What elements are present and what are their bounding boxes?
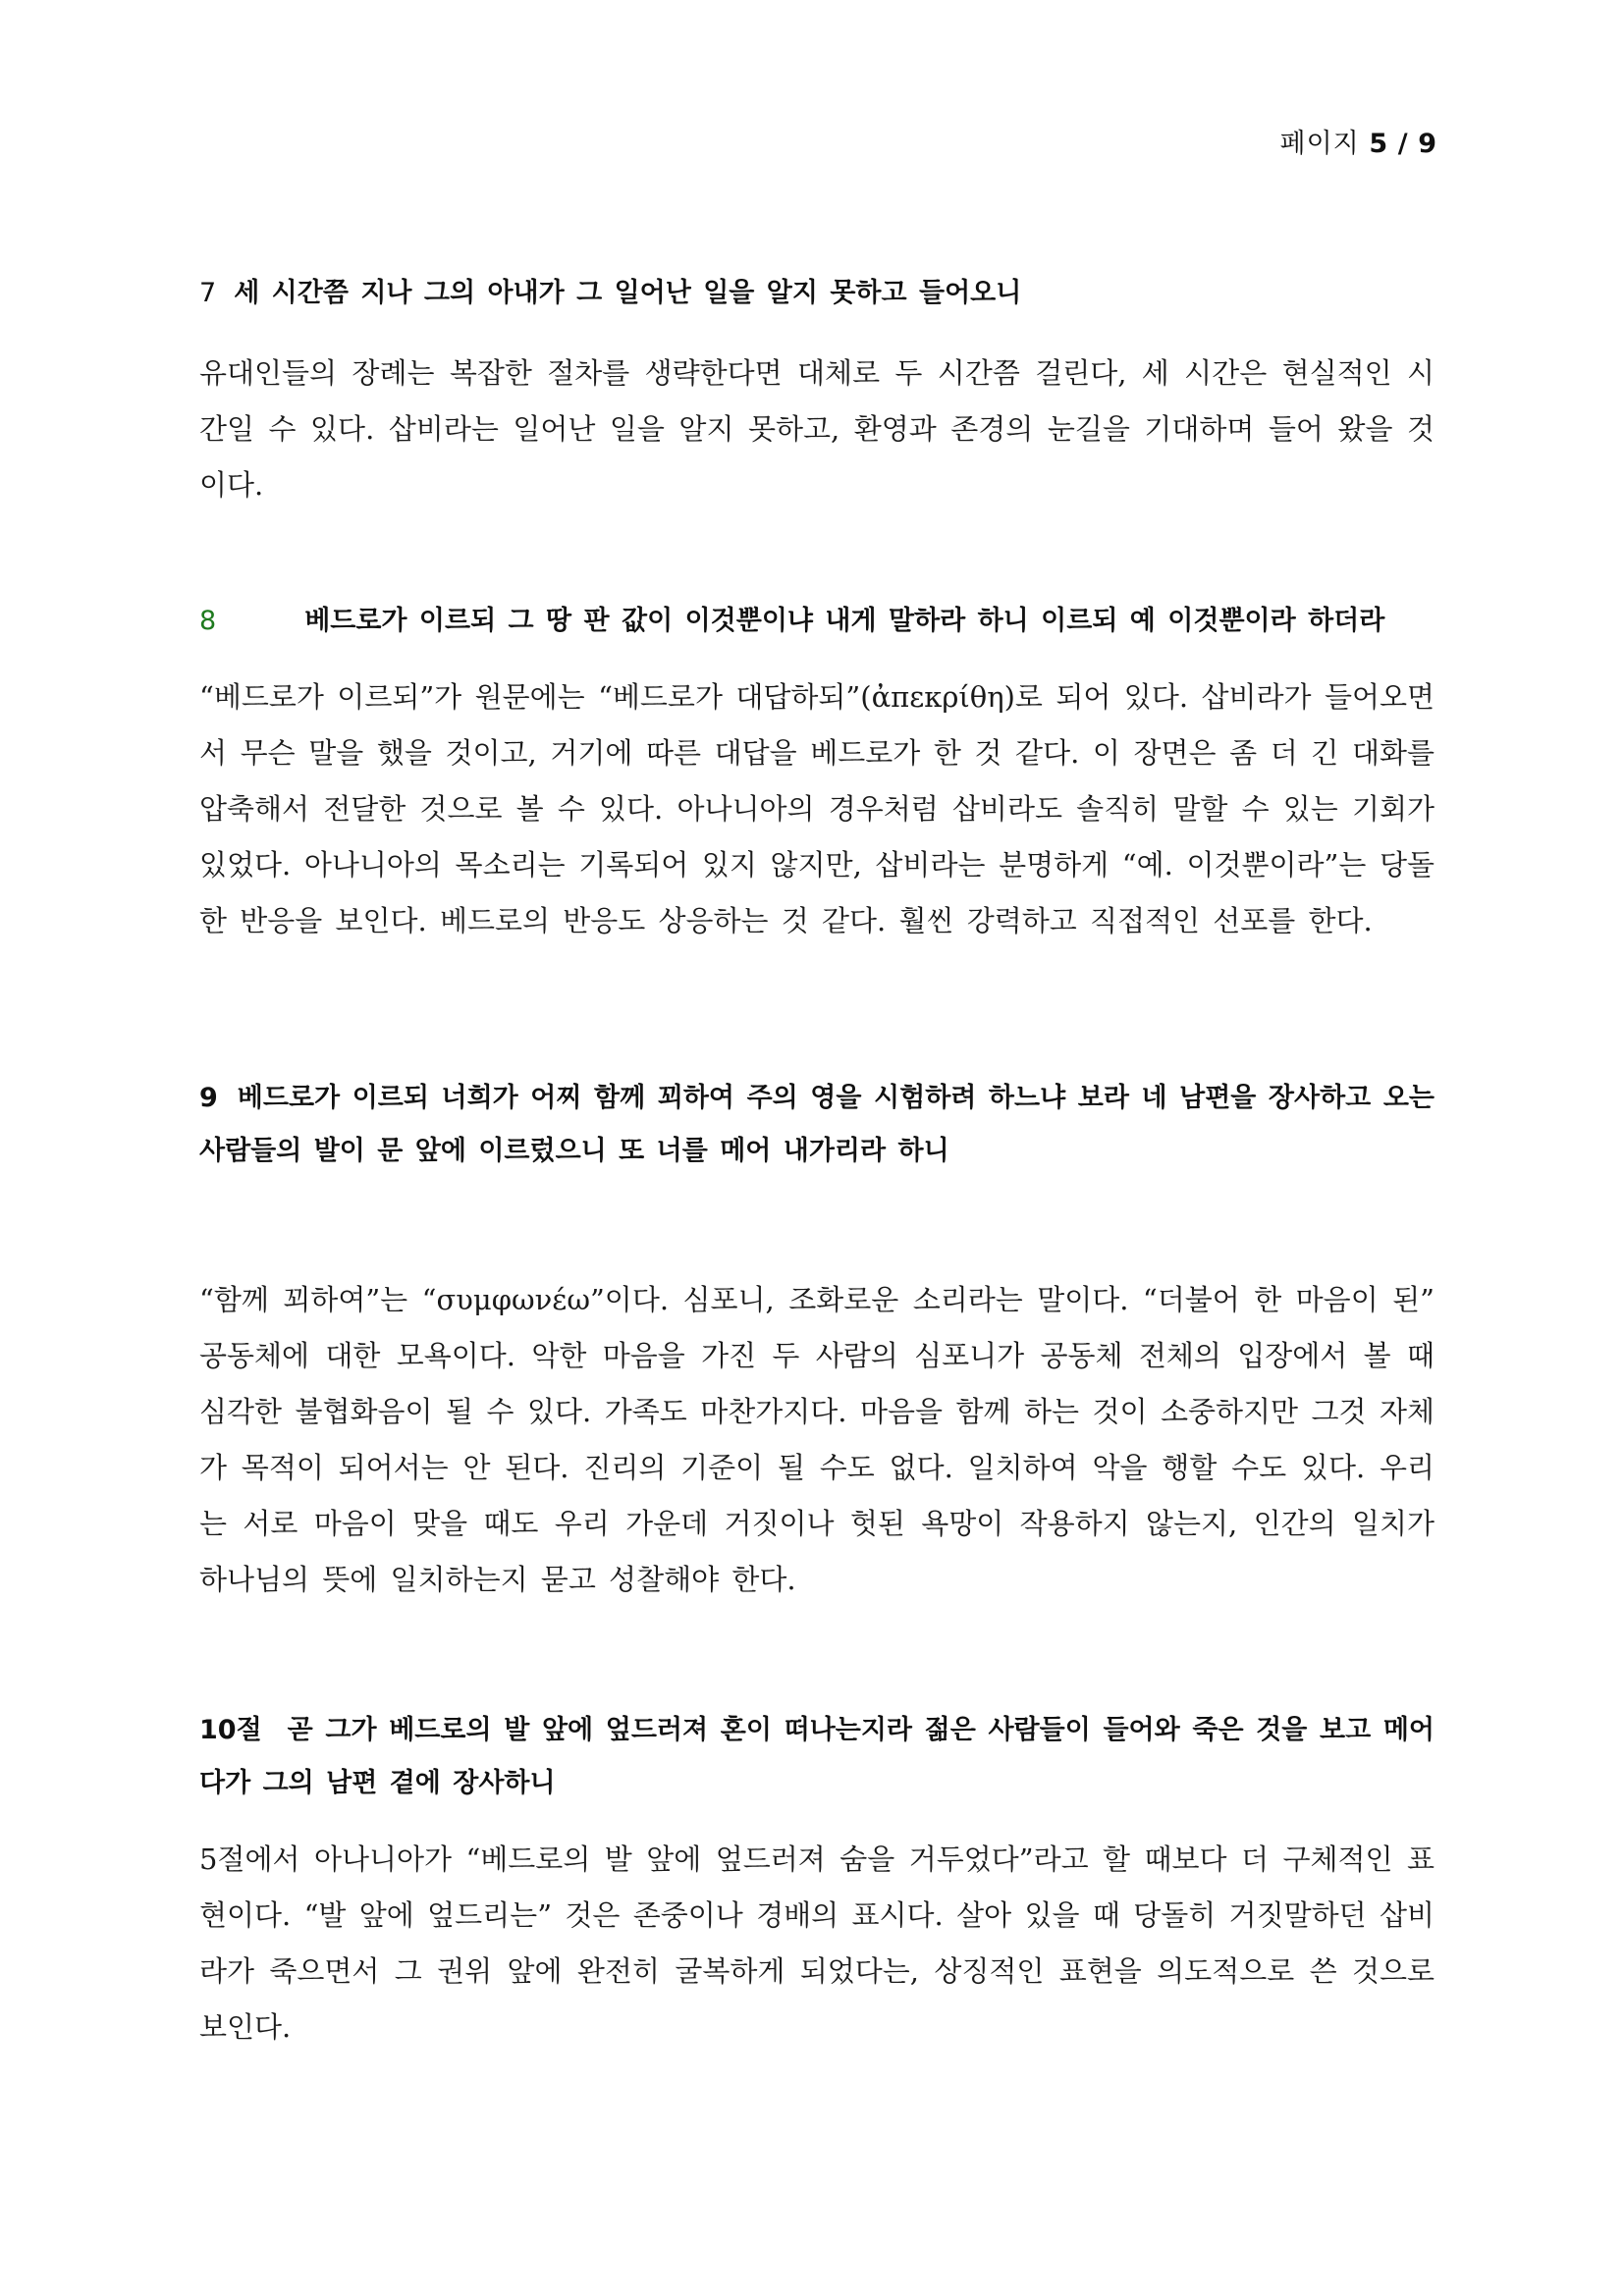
page-label: 페이지: [1279, 129, 1360, 159]
verse-number: 8: [199, 606, 217, 636]
verse-heading: [199, 1072, 1435, 1178]
commentary-paragraph: 유대인들의 장례는 복잡한 절차를 생략한다면 대체로 두 시간쯤 걸린다, 세 시간은 현실적인 시간일 수 있다. 삽비라는 일어난 일을 알지 못하고, 환영과 존경의 눈길을 기대하며 들어 왔을 것이다.: [199, 356, 1435, 502]
verse-text: 베드로가 이르되 너희가 어찌 함께 꾀하여 주의 영을 시험하려 하느냐 보라 네 남편을 장사하고 오는 사람들의 발이 문 앞에 이르렀으니 또 너를 메어 내가리라 하니: [199, 1083, 1435, 1166]
verse-text: 곧 그가 베드로의 발 앞에 엎드러져 혼이 떠나는지라 젊은 사람들이 들어와 죽은 것을 보고 메어다가 그의 남편 곁에 장사하니: [199, 1715, 1435, 1798]
page-current: 5: [1369, 129, 1389, 159]
verse-text: 베드로가 이르되 그 땅 판 값이 이것뿐이냐 내게 말하라 하니 이르되 예 이것뿐이라 하더라: [304, 606, 1385, 636]
section-verse-8: [199, 595, 1435, 949]
section-verse-7: [199, 267, 1435, 513]
verse-heading: [199, 595, 1435, 648]
section-verse-10: [199, 1704, 1435, 2056]
page-total: 9: [1418, 129, 1437, 159]
verse-text: 세 시간쯤 지나 그의 아내가 그 일어난 일을 알지 못하고 들어오니: [234, 278, 1022, 308]
section-verse-9: [199, 1072, 1435, 1608]
verse-heading: [199, 1704, 1435, 1810]
commentary-paragraph: “함께 꾀하여”는 “συμφωνέω”이다. 심포니, 조화로운 소리라는 말이다. “더불어 한 마음이 된” 공동체에 대한 모욕이다. 악한 마음을 가진 두 사람의 심포니가 공동체 전체의 입장에서 볼 때 심각한 불협화음이 될 수 있다. 가족도 마찬가지다. 마음을 함께 하는 것이 소중하지만 그것 자체가 목적이 되어서는 안 된다. 진리의 기준이 될 수도 없다. 일치하여 악을 행할 수도 있다. 우리는 서로 마음이 맞을 때도 우리 가운데 거짓이나 헛된 욕망이 작용하지 않는지, 인간의 일치가 하나님의 뜻에 일치하는지 묻고 성찰해야 한다.: [199, 1283, 1435, 1596]
verse-number: 7: [199, 278, 217, 308]
commentary-paragraph: 5절에서 아나니아가 “베드로의 발 앞에 엎드러져 숨을 거두었다”라고 할 때보다 더 구체적인 표현이다. “발 앞에 엎드리는” 것은 존중이나 경배의 표시다. 살아 있을 때 당돌히 거짓말하던 삽비라가 죽으면서 그 권위 앞에 완전히 굴복하게 되었다는, 상징적인 표현을 의도적으로 쓴 것으로 보인다.: [199, 1842, 1435, 2044]
page-separator: /: [1397, 129, 1409, 159]
page-number: [1280, 122, 1438, 160]
verse-heading: [199, 267, 1435, 320]
verse-number: 9: [199, 1083, 218, 1113]
verse-number: 10절: [199, 1715, 262, 1745]
commentary-paragraph: “베드로가 이르되”가 원문에는 “베드로가 대답하되”(ἀπεκρίθη)로 되어 있다. 삽비라가 들어오면서 무슨 말을 했을 것이고, 거기에 따른 대답을 베드로가 한 것 같다. 이 장면은 좀 더 긴 대화를 압축해서 전달한 것으로 볼 수 있다. 아나니아의 경우처럼 삽비라도 솔직히 말할 수 있는 기회가 있었다. 아나니아의 목소리는 기록되어 있지 않지만, 삽비라는 분명하게 “예. 이것뿐이라”는 당돌한 반응을 보인다. 베드로의 반응도 상응하는 것 같다. 훨씬 강력하고 직접적인 선포를 한다.: [199, 680, 1435, 937]
